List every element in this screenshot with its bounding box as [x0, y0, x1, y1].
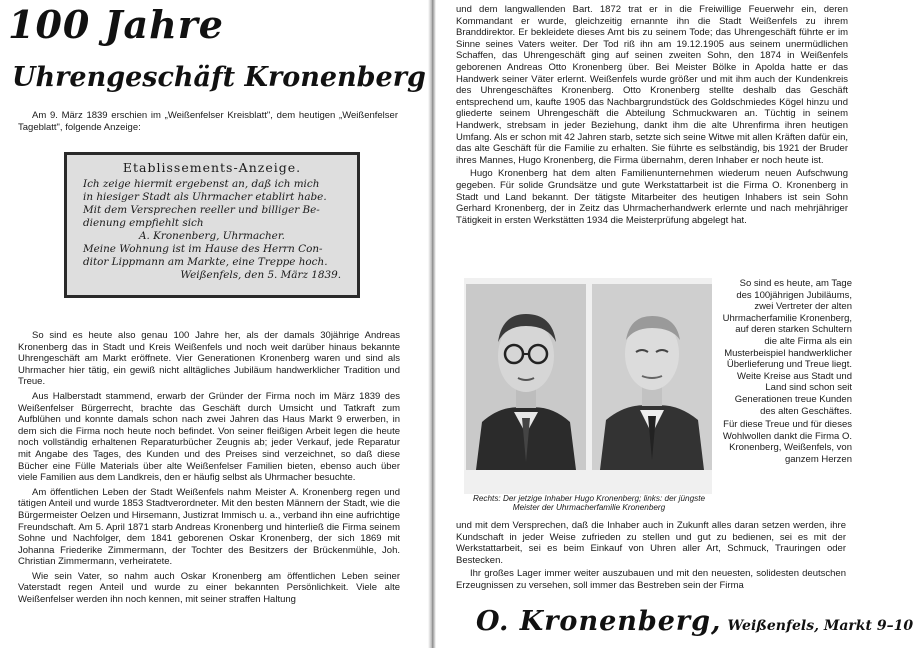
notice-address-line: ditor Lippmann am Markte, eine Treppe hoch.	[83, 256, 328, 268]
intro-paragraph: Am 9. März 1839 erschien im „Weißenfelser Kreisblatt", dem heutigen „Weißenfelser Tageblatt", folgende Anzeige:	[18, 110, 398, 133]
notice-address-line: Meine Wohnung ist im Hause des Herrn Con-	[83, 243, 323, 255]
signature-company-name: O. Kronenberg,	[476, 606, 722, 637]
right-page	[436, 0, 913, 648]
side-paragraph: So sind es heute, am Tage des 100jährigen Jubiläums, zwei Vertreter der alten Uhrmacherfamilie Kronenberg, auf deren starken Schultern die alte Firma als ein Musterbeispiel handwerklicher Überlieferung und Treue liegt. Weite Kreise aus Stadt und Land sind schon seit Generationen treue Kunden des alten Geschäftes.	[722, 278, 852, 417]
notice-line: dienung empfiehlt sich	[83, 217, 204, 229]
notice-signature: A. Kronenberg, Uhrmacher.	[139, 230, 285, 242]
notice-line: Mit dem Versprechen reeller und billiger Be-	[83, 204, 320, 216]
article-paragraph: Wie sein Vater, so nahm auch Oskar Kronenberg am öffentlichen Leben seiner Vaterstadt regen Anteil und wurde zu einer bekannten Persönlichkeit. Viele alte Weißenfelser werden ihn noch kennen, mit seiner straffen Haltung	[18, 570, 400, 606]
left-article-body	[18, 330, 400, 609]
portrait-photos	[464, 278, 712, 494]
notice-line: in hiesiger Stadt als Uhrmacher etablirt habe.	[83, 191, 327, 203]
article-paragraph: Am öffentlichen Leben der Stadt Weißenfels nahm Meister A. Kronenberg regen und tätigen Anteil und wurde 1853 Stadtverordneter. Mit den besten Männern der Stadt, wie die Bürgermeister Oelzen und Hirsemann, Justizrat Immisch u. a., verband ihn eine aufrichtige Freundschaft. Am 5. April 1871 starb Andreas Kronenberg und hinterließ die Firma seinem Sohne und Nachfolger, dem 1841 geborenen Oskar Kronenberg, der sich 1869 mit Johanna Friederike Zimmermann, der Tochter des Besitzers der Brückenmühle, Joh. Christian Zimmermann, verheiratete.	[18, 486, 400, 568]
closing-paragraph: Ihr großes Lager immer weiter auszubauen und mit den neuesten, solidesten deutschen Erzeugnissen zu versehen, soll immer das Bestreben sein der Firma	[456, 568, 846, 591]
article-paragraph: So sind es heute also genau 100 Jahre her, als der damals 30jährige Andreas Kronenberg das in Stadt und Kreis Weißenfels und noch weit darüber hinaus bekannte Uhrengeschäft am Markt eröffnete. Vier Generationen Kronenberg waren und sind als Uhrmacher hier tätig, ein gewiß nicht alltägliches Jubiläum handwerklicher Tradition und Treue.	[18, 330, 400, 388]
article-paragraph: Aus Halberstadt stammend, erwarb der Gründer der Firma noch im März 1839 des Weißenfelser Bürgerrecht, brachte das Geschäft durch Umsicht und Tatkraft zum Aufblühen und konnte damals schon nach zwei Jahren das Haus Markt 9 erwerben, in dem sich die Firma noch heute noch befindet. Von seiner fleißigen Arbeit legen die heute noch vollständig erhaltenen Reparaturbücher Zeugnis ab; jeder Verkauf, jede Reparatur mit Angabe des Tages, des Kunden und des Preises sind verzeichnet, so daß diese Bücher eine Fülle Materials über alte Weißenfelser Familien bieten, ebenso auch über viele Familien aus dem Landkreis, den er häufig selbst als Uhrmacher besuchte.	[18, 390, 400, 484]
page-gutter	[428, 0, 436, 648]
signature-address: Weißenfels, Markt 9–10	[727, 618, 913, 634]
article-paragraph: Hugo Kronenberg hat dem alten Familienunternehmen wiederum neuen Aufschwung gegeben. Für solide Grundsätze und gute Werkstattarbeit ist die Firma O. Kronenberg in Stadt und Land bekannt. Der tätigste Mitarbeiter des heutigen Inhabers ist sein Sohn Gerhard Kronenberg, der in Zeitz das Uhrmacherhandwerk erlernte und nach mehrjähriger Tätigkeit in ersten Werkstätten 1934 die Meisterprüfung abgelegt hat.	[456, 168, 848, 226]
photo-caption: Rechts: Der jetzige Inhaber Hugo Kronenberg; links: der jüngste Meister der Uhrmacherfamilie Kronenberg	[472, 494, 706, 513]
left-page	[0, 0, 428, 648]
notice-heading: Etablissements-Anzeige.	[122, 160, 302, 175]
notice-date: Weißenfels, den 5. März 1839.	[180, 269, 341, 281]
notice-line: Ich zeige hiermit ergebenst an, daß ich mich	[83, 178, 320, 190]
company-signature	[476, 606, 913, 637]
portrait-young-man-photo	[466, 284, 586, 470]
right-article-body	[456, 4, 848, 228]
closing-paragraph: und mit dem Versprechen, daß die Inhaber auch in Zukunft alles daran setzen werden, ihre Kundschaft in jeder Weise zufrieden zu stellen und gut zu bedienen, sei es mit der Werkstattarbeit, sei es beim Einkauf von Uhren aller Art, Schmuck, Trauringen oder Bestecken.	[456, 520, 846, 566]
portrait-older-man-photo	[592, 284, 712, 470]
side-column	[722, 278, 852, 468]
establishment-notice	[64, 152, 360, 298]
page-title: 100 Jahre	[8, 2, 224, 47]
closing-text	[456, 520, 846, 594]
page-subtitle: Uhrengeschäft Kronenberg	[12, 62, 426, 93]
article-paragraph: und dem langwallenden Bart. 1872 trat er in die Freiwillige Feuerwehr ein, deren Kommandant er wurde, gleichzeitig ernannte ihn die Stadt Weißenfels zu ihrem Branddirektor. Er bekleidete dieses Amt bis zu seinem Tode; das Uhrengeschäft führte er im Sinne seines Vaters weiter. Der Tod riß ihn am 19.12.1905 aus seinem unermüdlichen Schaffen, das Uhrengeschäft ging auf seinen zweiten Sohn, den 1874 in Weißenfels geborenen Andreas Otto Kronenberg über. Bei Meister Bölke in Apolda hatte er das Handwerk seiner Väter erlernt. Weißenfels wurde größer und mit ihm auch der Kundenkreis des Uhrengeschäftes Kronenberg. Otto Kronenberg stellte deshalb das Geschäft entsprechend um, kaufte 1905 das Nachbargrundstück des Goldschmiedes Kögel hinzu und gliederte seinem Uhrengeschäft die Abteilung Schmuckwaren an. Tüchtig in seinem Handwerk, strebsam in jeder Beziehung, dankt ihm die alte Uhrenfirma ihren heutigen Umfang. Als er schon mit 42 Jahren starb, setzte sich seine Witwe mit allen Kräften dafür ein, das alte Geschäft für die Familie zu erhalten. Sie führte es selbständig, bis 1921 der Bruder ihres Mannes, Hugo Kronenberg, die Firma übernahm, deren Inhaber er noch heute ist.	[456, 4, 848, 166]
side-paragraph: Für diese Treue und für dieses Wohlwollen dankt die Firma O. Kronenberg, Weißenfels, von ganzem Herzen	[722, 419, 852, 465]
